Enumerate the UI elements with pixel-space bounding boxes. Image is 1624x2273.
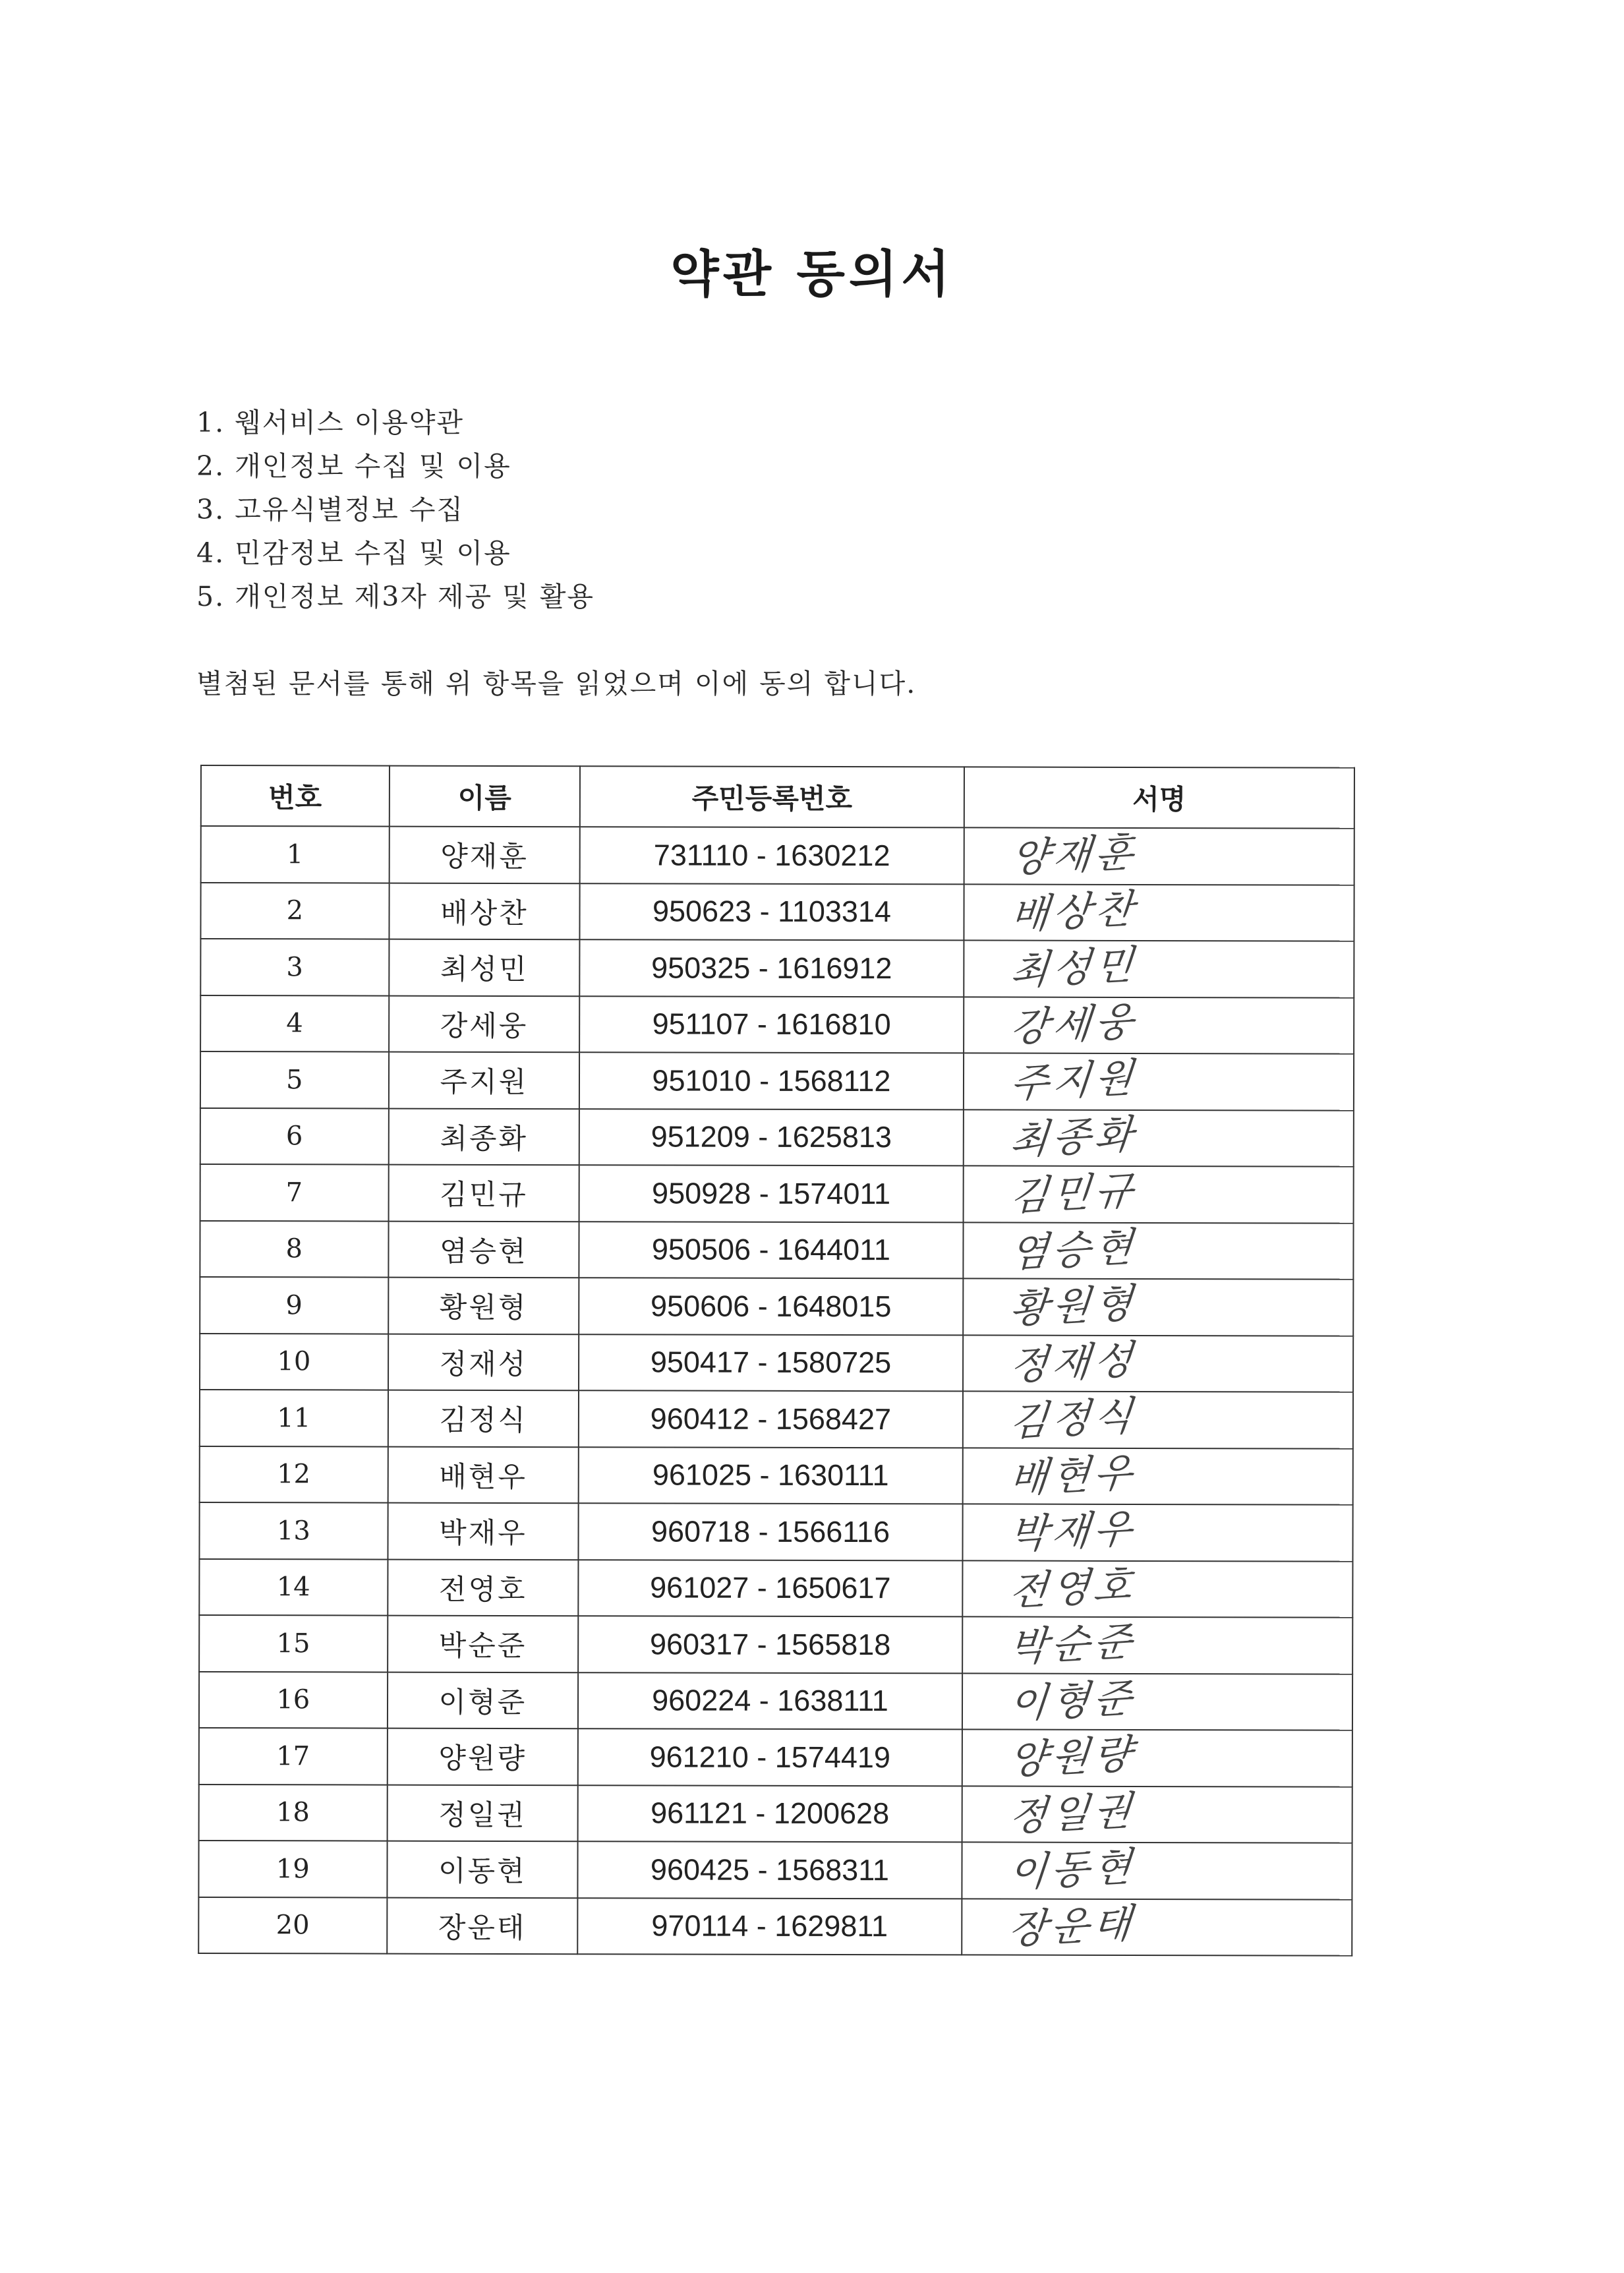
table-row [199, 1558, 1352, 1617]
row-name: 박재우 [388, 1503, 579, 1560]
row-signature-cell [964, 827, 1354, 885]
handwritten-signature: 장운태 [1006, 1900, 1138, 1953]
row-resident-number: 961025 - 1630111 [579, 1447, 963, 1504]
row-name: 이형준 [388, 1672, 579, 1728]
handwritten-signature: 황원형 [1008, 1280, 1138, 1334]
row-number: 5 [200, 1051, 389, 1108]
row-name: 주지원 [389, 1052, 580, 1109]
table-row [198, 1841, 1352, 1899]
table-row [199, 1728, 1352, 1786]
table-row [200, 1277, 1353, 1336]
header-resident-number: 주민등록번호 [580, 766, 964, 827]
row-name: 이동현 [387, 1841, 578, 1898]
row-number: 11 [200, 1390, 388, 1446]
row-resident-number: 960425 - 1568311 [578, 1841, 962, 1899]
row-number: 9 [200, 1277, 388, 1334]
table-row [199, 1784, 1352, 1843]
row-signature-cell [963, 1391, 1353, 1448]
row-resident-number: 951107 - 1616810 [579, 996, 964, 1053]
handwritten-signature: 양재훈 [1008, 829, 1140, 883]
handwritten-signature: 이동현 [1006, 1843, 1138, 1897]
row-name: 정재성 [388, 1334, 579, 1390]
terms-item: 2. 개인정보 수집 및 이용 [196, 450, 511, 482]
table-row [199, 1671, 1352, 1730]
row-signature-cell [964, 884, 1354, 941]
handwritten-signature: 배상찬 [1008, 885, 1140, 939]
header-name: 이름 [389, 766, 580, 827]
row-name: 양원량 [387, 1728, 578, 1785]
handwritten-signature: 주지원 [1008, 1055, 1139, 1108]
handwritten-signature: 전영호 [1007, 1562, 1138, 1615]
terms-item: 3. 고유식별정보 수집 [196, 494, 465, 525]
table-row [200, 883, 1354, 941]
row-signature-cell [964, 997, 1354, 1054]
row-signature-cell [963, 1109, 1353, 1167]
row-name: 김정식 [388, 1390, 579, 1447]
row-signature-cell [963, 1278, 1353, 1336]
table-row [199, 1502, 1352, 1561]
row-resident-number: 960224 - 1638111 [578, 1672, 962, 1730]
handwritten-signature: 최성민 [1008, 942, 1140, 995]
row-resident-number: 960718 - 1566116 [579, 1503, 963, 1560]
row-number: 4 [200, 995, 389, 1052]
row-signature-cell [963, 1335, 1353, 1392]
row-name: 전영호 [388, 1559, 579, 1616]
row-number: 12 [200, 1446, 388, 1502]
row-resident-number: 950417 - 1580725 [579, 1334, 963, 1392]
row-signature-cell [963, 1166, 1353, 1223]
row-number: 20 [198, 1897, 387, 1953]
row-signature-cell [962, 1448, 1352, 1505]
row-signature-cell [962, 1504, 1352, 1561]
row-name: 양재훈 [389, 827, 580, 883]
row-resident-number: 950928 - 1574011 [579, 1165, 964, 1222]
row-resident-number: 950606 - 1648015 [579, 1278, 963, 1335]
table-row [200, 1446, 1353, 1504]
table-row [200, 1221, 1353, 1280]
table-header-row [201, 765, 1354, 829]
row-resident-number: 950325 - 1616912 [579, 939, 964, 997]
handwritten-signature: 정일권 [1006, 1787, 1138, 1841]
row-number: 14 [199, 1558, 388, 1615]
row-number: 18 [199, 1784, 388, 1841]
row-name: 장운태 [387, 1897, 578, 1954]
row-number: 2 [200, 883, 389, 939]
row-name: 최종화 [388, 1108, 579, 1165]
row-resident-number: 961121 - 1200628 [578, 1785, 962, 1843]
row-number: 19 [198, 1841, 387, 1897]
handwritten-signature: 배현우 [1007, 1449, 1138, 1502]
row-name: 최성민 [389, 939, 580, 996]
handwritten-signature: 강세웅 [1008, 998, 1139, 1051]
document-title: 약관 동의서 [670, 245, 954, 303]
row-signature-cell [962, 1616, 1352, 1674]
row-name: 배상찬 [389, 883, 580, 939]
row-signature-cell [962, 1673, 1352, 1730]
row-name: 강세웅 [389, 995, 580, 1052]
row-resident-number: 960412 - 1568427 [579, 1390, 963, 1448]
row-signature-cell [962, 1560, 1352, 1618]
handwritten-signature: 최종화 [1008, 1111, 1139, 1164]
row-number: 1 [201, 826, 390, 883]
row-number: 13 [199, 1502, 388, 1559]
handwritten-signature: 정재성 [1007, 1336, 1138, 1390]
row-number: 10 [200, 1334, 388, 1390]
row-name: 염승현 [388, 1221, 579, 1278]
handwritten-signature: 박재우 [1007, 1506, 1138, 1559]
table-row [200, 1164, 1354, 1223]
header-number: 번호 [201, 765, 390, 827]
table-row [200, 1051, 1354, 1110]
row-resident-number: 961027 - 1650617 [578, 1560, 962, 1617]
handwritten-signature: 염승현 [1008, 1224, 1139, 1277]
row-name: 황원형 [388, 1278, 579, 1334]
table-body [198, 826, 1354, 1956]
row-resident-number: 950506 - 1644011 [579, 1222, 964, 1279]
table-row [199, 1615, 1352, 1674]
table-row [200, 1334, 1353, 1392]
consent-statement: 별첨된 문서를 통해 위 항목을 읽었으며 이에 동의 합니다. [196, 668, 917, 699]
row-signature-cell [962, 1842, 1352, 1899]
row-number: 16 [199, 1671, 388, 1728]
terms-item: 4. 민감정보 수집 및 이용 [196, 537, 511, 569]
row-name: 배현우 [388, 1446, 579, 1503]
row-name: 김민규 [388, 1165, 579, 1222]
table-row [200, 1108, 1354, 1167]
row-resident-number: 950623 - 1103314 [580, 883, 964, 941]
row-signature-cell [962, 1786, 1352, 1843]
handwritten-signature: 김민규 [1008, 1167, 1139, 1221]
row-resident-number: 951209 - 1625813 [579, 1109, 964, 1166]
row-resident-number: 731110 - 1630212 [580, 827, 964, 884]
terms-list [196, 401, 594, 618]
row-resident-number: 960317 - 1565818 [578, 1616, 962, 1673]
consent-table [198, 765, 1355, 1957]
row-number: 7 [200, 1164, 389, 1221]
handwritten-signature: 양원량 [1006, 1730, 1138, 1785]
row-number: 17 [199, 1728, 388, 1785]
row-signature-cell [964, 940, 1354, 997]
row-resident-number: 961210 - 1574419 [578, 1728, 962, 1786]
table-row [200, 995, 1354, 1054]
row-number: 15 [199, 1615, 388, 1672]
row-number: 8 [200, 1221, 388, 1278]
table-row [200, 939, 1354, 997]
row-signature-cell [962, 1899, 1352, 1956]
terms-item: 1. 웹서비스 이용약관 [196, 407, 465, 438]
terms-item: 5. 개인정보 제3자 제공 및 활용 [196, 581, 595, 612]
row-resident-number: 970114 - 1629811 [577, 1898, 962, 1955]
table-row [198, 1897, 1352, 1955]
table-row [201, 826, 1354, 885]
row-signature-cell [964, 1053, 1354, 1110]
row-name: 박순준 [388, 1616, 579, 1672]
handwritten-signature: 박순준 [1006, 1618, 1138, 1672]
row-number: 3 [200, 939, 389, 995]
row-signature-cell [963, 1222, 1353, 1280]
header-signature: 서명 [964, 767, 1354, 828]
row-name: 정일권 [387, 1785, 578, 1841]
handwritten-signature: 김정식 [1007, 1393, 1138, 1446]
row-signature-cell [962, 1729, 1352, 1786]
handwritten-signature: 이형준 [1006, 1674, 1138, 1728]
row-number: 6 [200, 1108, 389, 1165]
table-row [200, 1390, 1353, 1448]
row-resident-number: 951010 - 1568112 [579, 1052, 964, 1109]
